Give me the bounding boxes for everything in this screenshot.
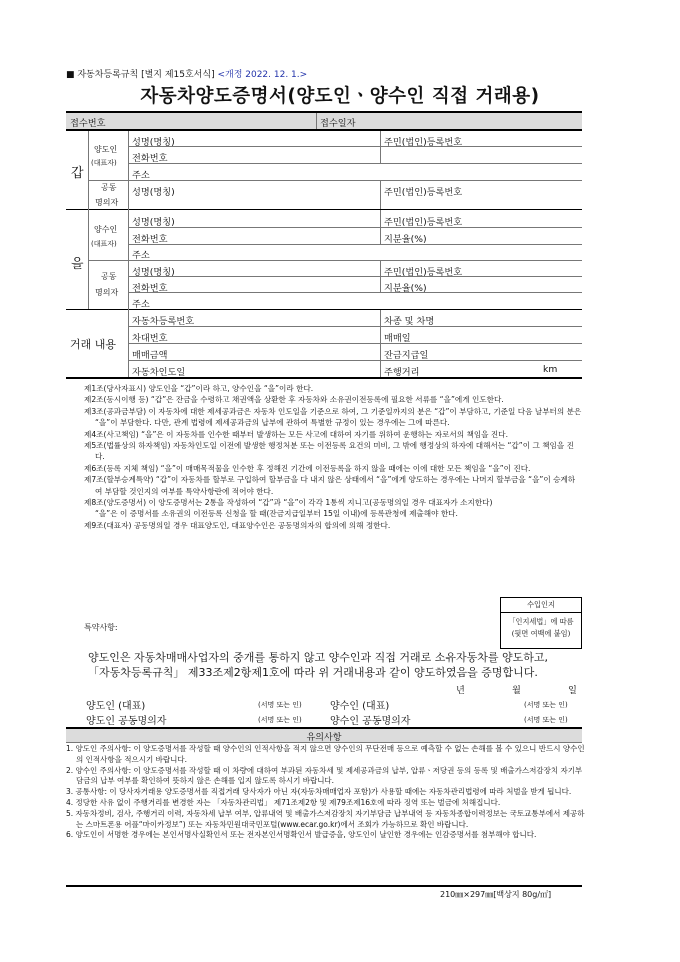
seller-phone-field[interactable]: 전화번호: [132, 153, 168, 164]
special-terms-label: 특약사항:: [84, 623, 118, 632]
seller-co-rrn-field[interactable]: 주민(법인)등록번호: [384, 187, 463, 198]
seller-rrn-field[interactable]: 주민(법인)등록번호: [384, 137, 463, 148]
certification-text: [88, 650, 588, 680]
clause: 제3조(공과금부담) 이 자동차에 대한 제세공과금은 자동차 인도일을 기준으로 하여, 그 기준일까지의 분은 “갑”이 부담하고, 기준일 다음 날부터의 분은 “을”이 부담한다. 다만, 관계 법령에 제세공과금의 납부에 관하여 특별한 규정이 있는 경우에는 그에 따른다.: [84, 406, 582, 428]
stamp-title: 수입인지: [501, 598, 581, 613]
receipt-no-label: 접수번호: [70, 118, 106, 129]
buyer-label: 양수인: [94, 225, 118, 234]
note-item: 4. 정당한 사유 없이 주행거리를 변경한 자는 「자동차관리법」 제71조제2항 및 제79조제16호에 따라 징역 또는 벌금에 처해집니다.: [66, 797, 501, 807]
seller-co-signature-label[interactable]: 양도인 공동명의자: [86, 716, 167, 727]
buyer-name-field[interactable]: 성명(명칭): [132, 217, 175, 228]
seller-name-field[interactable]: 성명(명칭): [132, 137, 175, 148]
sign-hint: (서명 또는 인): [258, 701, 302, 709]
revenue-stamp-box: [500, 597, 582, 649]
note-item: 2. 양수인 주의사항: 이 양도증명서를 작성할 때 이 차량에 대하여 부과된 자동차세 및 제세공과금의 납부, 압류ㆍ저당권 등의 등록 및 배출가스저감장치 자기부담금의 납부 여부를 확인하여 뜻하지 않은 손해를 입지 않도록 하시기 바랍니다.: [66, 765, 583, 786]
car-type-field[interactable]: 차종 및 차명: [384, 316, 435, 327]
seller-co-name-field[interactable]: 성명(명칭): [132, 187, 175, 198]
seller-co-label: 공동: [101, 183, 117, 192]
buyer-phone-field[interactable]: 전화번호: [132, 234, 168, 245]
buyer-share-field[interactable]: 지분율(%): [384, 234, 427, 245]
seller-co-label2: 명의자: [95, 198, 119, 207]
note-item: 1. 양도인 주의사항: 이 양도증명서를 작성할 때 양수인의 인적사항을 적지 않으면 양수인의 무단전매 등으로 예측할 수 없는 손해를 볼 수 있으니 반드시 양수인의 인적사항을 적으시기 바랍니다.: [66, 744, 585, 764]
date-year[interactable]: 년: [456, 685, 465, 696]
seller-address-field[interactable]: 주소: [132, 170, 150, 181]
certification-line2: 「자동차등록규칙」 제33조제2항제1호에 따라 위 거래내용과 같이 양도하였음을 증명합니다.: [88, 666, 538, 679]
notes-list: [66, 744, 586, 841]
clause: 제9조(대표자) 공동명의일 경우 대표양도인, 대표양수인은 공동명의자의 합의에 의해 정한다.: [84, 520, 391, 530]
mileage-unit: km: [543, 364, 558, 375]
clause: 제4조(사고책임) “을”은 이 자동차를 인수한 때부터 발생하는 모든 사고에 대하여 자기를 위하여 운행하는 자로서의 책임을 진다.: [84, 429, 509, 439]
buyer-co-phone-field[interactable]: 전화번호: [132, 283, 168, 294]
buyer-rrn-field[interactable]: 주민(법인)등록번호: [384, 217, 463, 228]
buyer-co-signature-label[interactable]: 양수인 공동명의자: [330, 716, 411, 727]
handover-date-field[interactable]: 자동차인도일: [132, 367, 186, 378]
buyer-co-label: 공동: [101, 272, 117, 281]
seller-label-rep: (대표자): [91, 159, 117, 167]
buyer-co-address-field[interactable]: 주소: [132, 299, 150, 310]
sign-hint: (서명 또는 인): [524, 701, 568, 709]
stamp-line1: 「인지세법」에 따름: [508, 617, 574, 626]
seller-label: 양도인: [94, 145, 118, 154]
buyer-co-rrn-field[interactable]: 주민(법인)등록번호: [384, 267, 463, 278]
buyer-co-share-field[interactable]: 지분율(%): [384, 283, 427, 294]
deal-label: 거래 내용: [70, 338, 117, 351]
form-title: 자동차양도증명서(양도인ㆍ양수인 직접 거래용): [140, 86, 540, 107]
clause: 제7조(할부승계특약) “갑”이 자동차를 할부로 구입하여 할부금을 다 내지 않은 상태에서 “을”에게 양도하는 경우에는 나머지 할부금을 “을”이 승계하여 부담할 것인지의 여부를 특약사항란에 적어야 한다.: [84, 475, 576, 496]
party-b-label: 을: [71, 257, 84, 272]
date-day[interactable]: 일: [568, 685, 577, 696]
buyer-address-field[interactable]: 주소: [132, 250, 150, 261]
buyer-signature-label[interactable]: 양수인 (대표): [330, 701, 390, 712]
clause: 제1조(당사자표시) 양도인을 “갑”이라 하고, 양수인을 “을”이라 한다.: [84, 384, 314, 393]
clause: 제6조(등록 지체 책임) “을”이 매매목적물을 인수한 후 정해진 기간에 이전등록을 하지 않을 때에는 이에 대한 모든 책임을 “을”이 진다.: [84, 463, 531, 473]
receipt-divider: [316, 113, 317, 129]
party-a-label: 갑: [71, 166, 84, 181]
receipt-bottom-border: [66, 129, 582, 131]
stamp-line2: (뒷면 여백에 붙임): [511, 629, 571, 638]
notes-title: 유의사항: [306, 733, 342, 743]
note-item: 3. 공통사항: 이 당사자거래용 양도증명서를 직접거래 당사자가 아닌 자(자동차매매업자 포함)가 사용할 때에는 자동차관리법령에 따라 처벌을 받게 됩니다.: [66, 787, 572, 797]
balance-date-field[interactable]: 잔금지급일: [384, 350, 429, 361]
buyer-co-label2: 명의자: [95, 288, 119, 297]
note-item: 6. 양도인이 서명한 경우에는 본인서명사실확인서 또는 전자본인서명확인서 발급증을, 양도인이 날인한 경우에는 인감증명서를 첨부해야 합니다.: [66, 830, 537, 840]
date-month[interactable]: 월: [512, 685, 521, 696]
sale-date-field[interactable]: 매매일: [384, 333, 411, 344]
form-reference: ■ 자동차등록규칙 [별지 제15호서식] <개정 2022. 12. 1.>: [66, 70, 308, 80]
vin-field[interactable]: 차대번호: [132, 333, 168, 344]
receipt-date-label: 접수일자: [320, 118, 356, 129]
revision-date: <개정 2022. 12. 1.>: [217, 70, 308, 80]
sign-hint: (서명 또는 인): [258, 716, 302, 724]
clause: 제8조(양도증명서) 이 양도증명서는 2통을 작성하여 “갑”과 “을”이 각각 1통씩 지니고(공동명의일 경우 대표자가 소지한다) “을”은 이 증명서를 소유권의 이전등록 신청을 할 때(잔금지급일부터 15일 이내)에 등록관청에 제출해야 한다.: [84, 498, 493, 519]
clause: 제5조(법률상의 하자책임) 자동차인도일 이전에 발생한 행정처분 또는 이전등록 요건의 미비, 그 밖에 행정상의 하자에 대해서는 “갑”이 그 책임을 진다.: [84, 441, 574, 462]
buyer-co-name-field[interactable]: 성명(명칭): [132, 267, 175, 278]
clauses: [84, 383, 582, 531]
paper-spec: 210㎜×297㎜[백상지 80g/㎡]: [440, 890, 552, 899]
buyer-label-rep: (대표자): [91, 240, 117, 248]
clause: 제2조(동시이행 등) “갑”은 잔금을 수령하고 채권액을 상환한 후 자동차와 소유권이전등록에 필요한 서류를 “을”에게 인도한다.: [84, 395, 504, 405]
sign-hint: (서명 또는 인): [524, 716, 568, 724]
mileage-field[interactable]: 주행거리: [384, 367, 420, 378]
certification-line1: 양도인은 자동차매매사업자의 중개를 통하지 않고 양수인과 직접 거래로 소유자동차를 양도하고,: [88, 651, 549, 664]
reg-no-field[interactable]: 자동차등록번호: [132, 316, 195, 327]
note-item: 5. 자동차정비, 검사, 주행거리 이력, 자동차세 납부 여부, 압류내역 및 배출가스저감장치 자기부담금 납부내역 등 자동차종합이력정보는 국토교통부에서 제공하는 스마트폰용 어플“마이카정보”) 또는 자동차민원대국민포털(www.ecar.go.kr)에서 조회가 가능하므로 확인 바랍니다.: [66, 808, 585, 829]
price-field[interactable]: 매매금액: [132, 350, 168, 361]
seller-signature-label[interactable]: 양도인 (대표): [86, 701, 146, 712]
